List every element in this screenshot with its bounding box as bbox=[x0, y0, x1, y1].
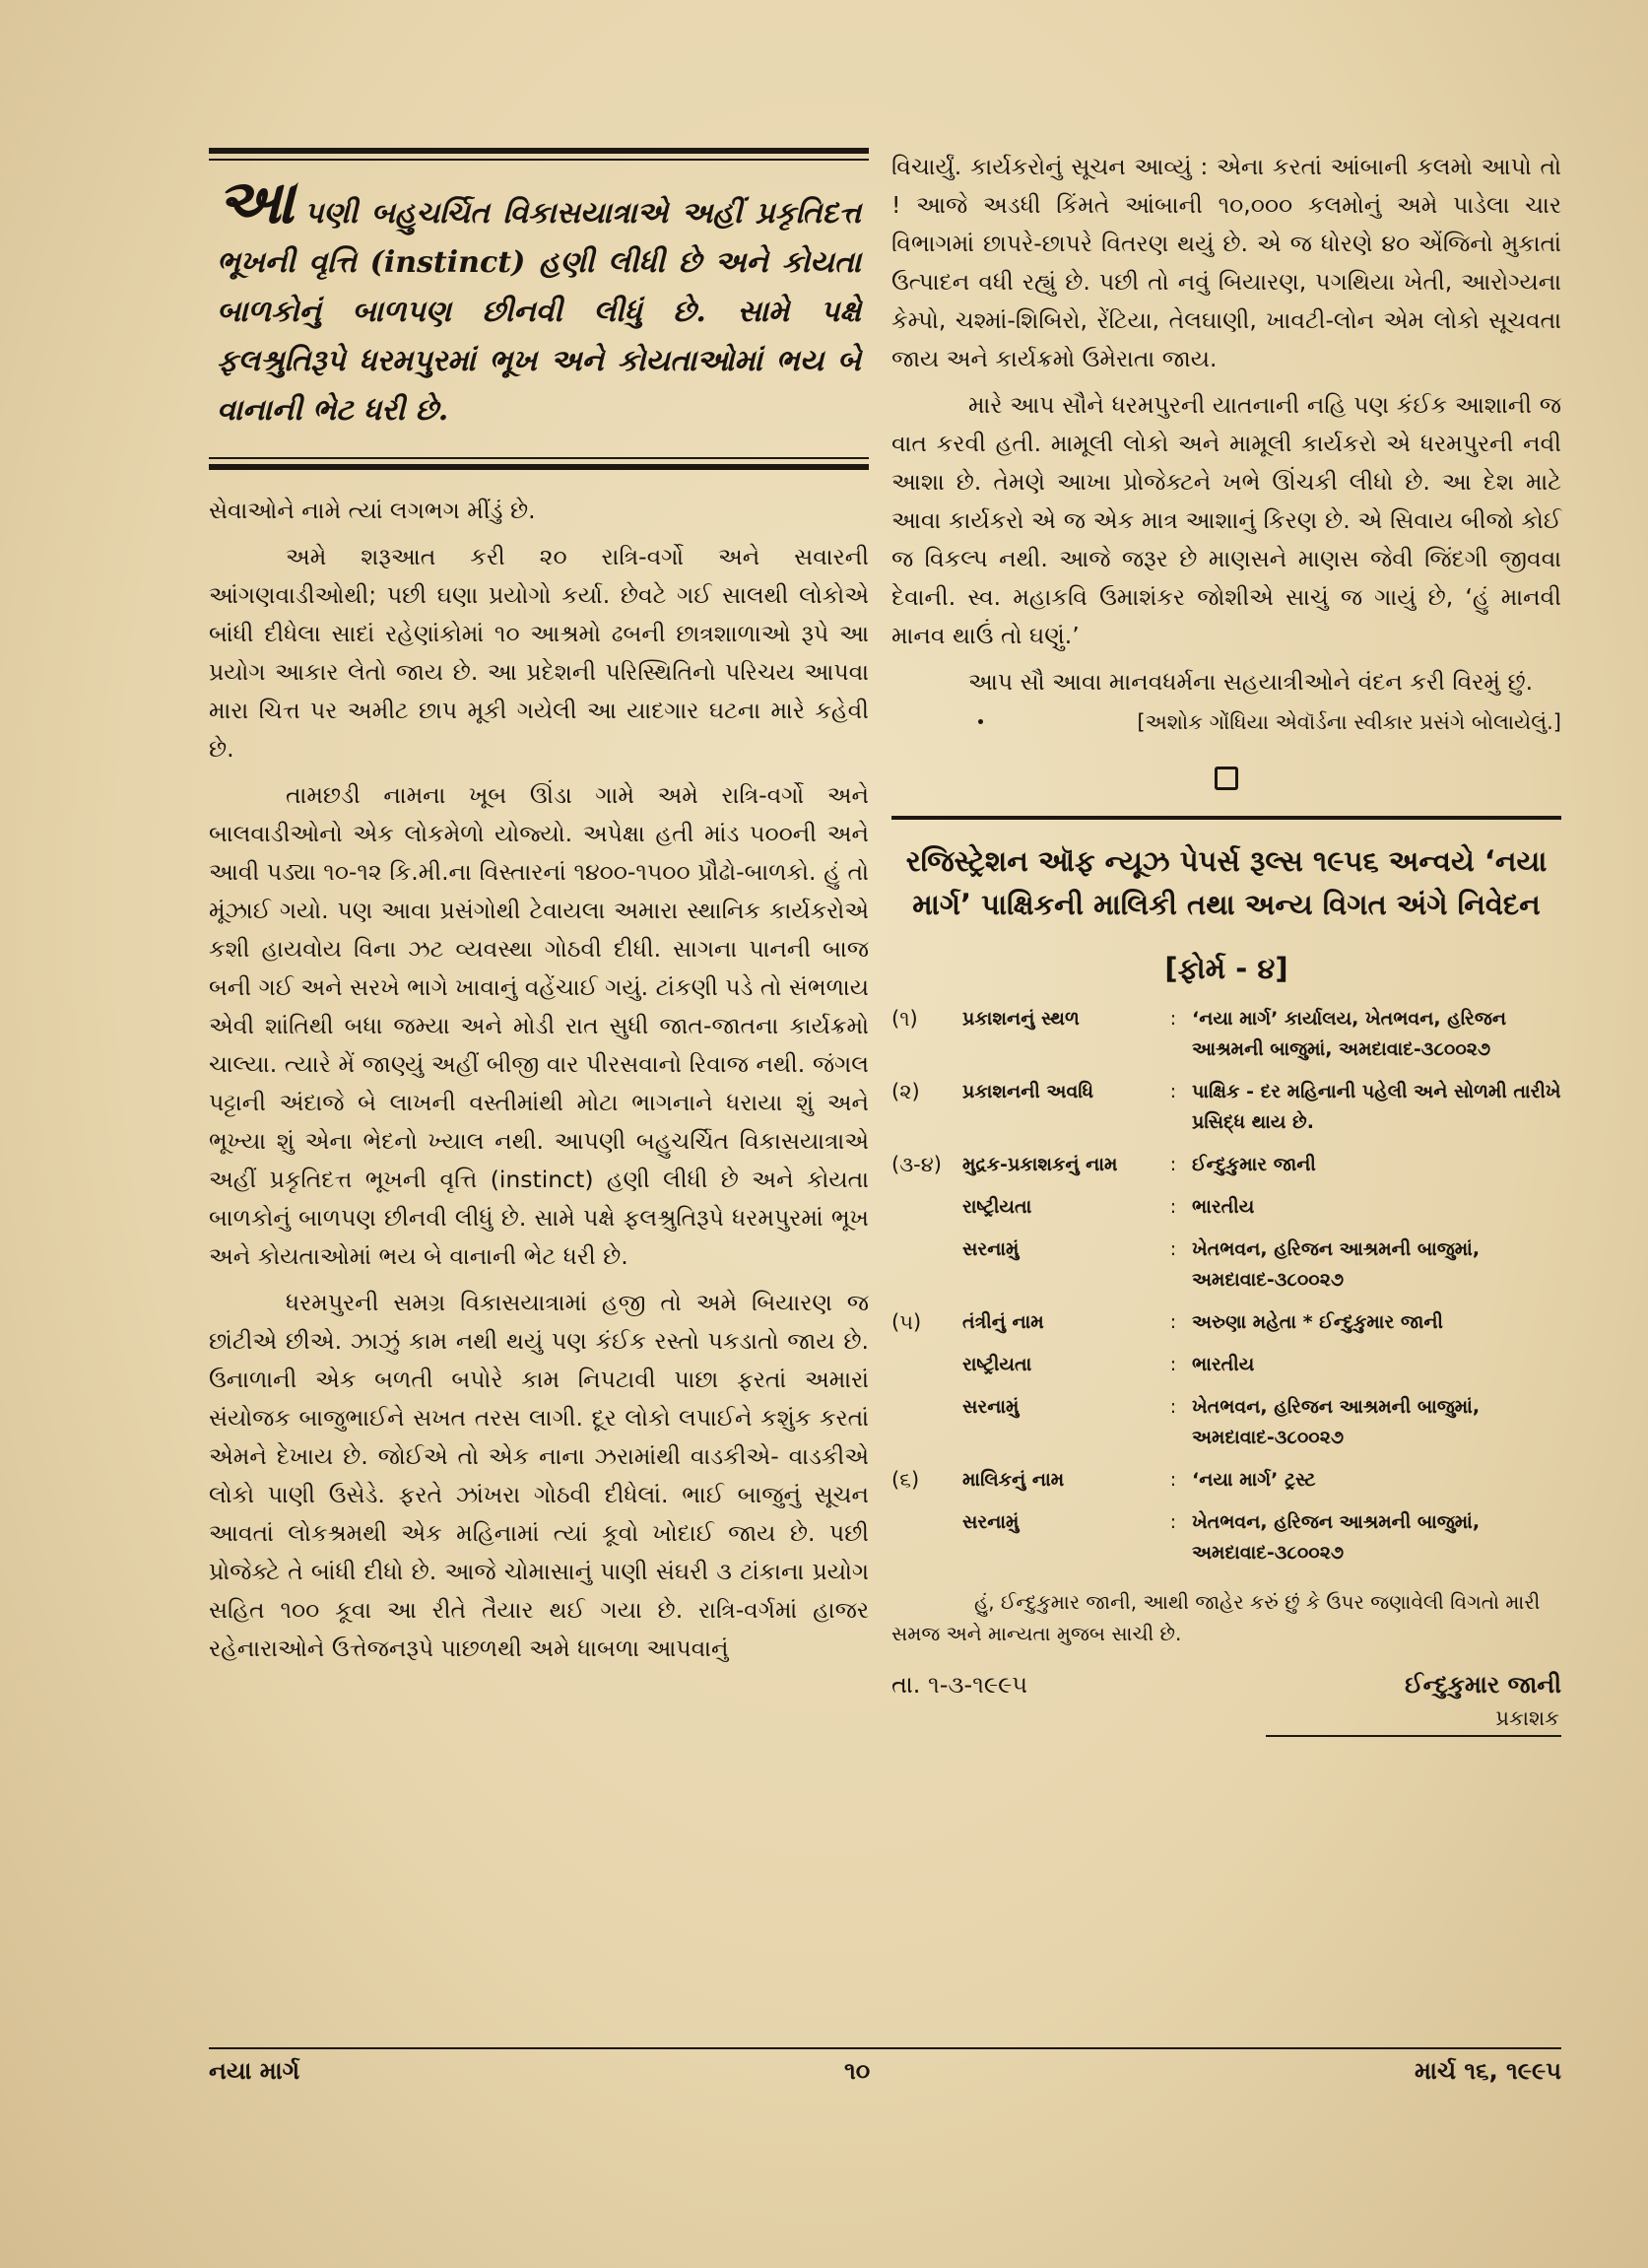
pull-quote-text: પણી બહુચર્ચિત વિકાસયાત્રાએ અહીં પ્રકૃતિદત્ત ભૂખની વૃત્તિ (instinct) હણી લીધી છે અને કોયતા બાળકોનું બાળપણ છીનવી લીધું છે. સામે પક્ષે ફલશ્રુતિરૂપે ધરમપુરમાં ભૂખ અને કોયતાઓમાં ભય બે વાનાની ભેટ ધરી છે. bbox=[217, 196, 861, 428]
notice-row-number bbox=[891, 1234, 962, 1307]
notice-row-colon: : bbox=[1169, 1196, 1177, 1218]
notice-row-colon: : bbox=[1169, 1238, 1177, 1260]
notice-row-label: સરનામું bbox=[962, 1511, 1020, 1533]
notice-row-number: (૩-૪) bbox=[891, 1153, 942, 1176]
article-paragraph: ધરમપુરની સમગ્ર વિકાસયાત્રામાં હજી તો અમે બિયારણ જ છાંટીએ છીએ. ઝાઝું કામ નથી થયું પણ કંઈક રસ્તો પકડાતો જાય છે. ઉનાળાની એક બળતી બપોરે કામ નિપટાવી પાછા ફરતાં અમારાં સંયોજક બાજુભાઈને સખત તરસ લાગી. દૂર લોકો લપાઈને કશુંક કરતાં એમને દેખાય છે. જોઈએ તો એક નાના ઝરામાંથી વાડકીએ- વાડકીએ લોકો પાણી ઉસેડે. ફરતે ઝાંખરા ગોઠવી દીધેલાં. ભાઈ બાજુનું સૂચન આવતાં લોકશ્રમથી એક મહિનામાં ત્યાં કૂવો ખોદાઈ જાય છે. પછી પ્રોજેક્ટે તે બાંધી દીધો છે. આજે ચોમાસાનું પાણી સંઘરી ૩ ટાંકાના પ્રયોગ સહિત ૧૦૦ કૂવા આ રીતે તૈયાર થઈ ગયા છે. રાત્રિ-વર્ગમાં હાજર રહેનારાઓને ઉત્તેજનરૂપે પાછળથી અમે ધાબળા આપવાનું bbox=[209, 1289, 869, 1662]
notice-row-label: પ્રકાશનનું સ્થળ bbox=[962, 1008, 1080, 1030]
notice-row-number bbox=[891, 1350, 962, 1392]
left-column bbox=[209, 148, 869, 1668]
notice-date: તા. ૧-૩-૧૯૯૫ bbox=[891, 1671, 1028, 1699]
signature-underline bbox=[1266, 1735, 1561, 1737]
notice-row-label: પ્રકાશનની અવધિ bbox=[962, 1081, 1093, 1102]
notice-row-label: તંત્રીનું નામ bbox=[962, 1311, 1044, 1333]
article-paragraph: આપ સૌ આવા માનવધર્મના સહયાત્રીઓને વંદન કરી વિરમું છું. bbox=[968, 668, 1534, 696]
pull-quote-lead: આ bbox=[217, 166, 295, 237]
signatory-name: ઈન્દુકુમાર જાની bbox=[1405, 1671, 1561, 1699]
notice-row-value: ‘નયા માર્ગ’ કાર્યાલય, ખેતભવન, હરિજન આશ્રમની બાજુમાં, અમદાવાદ-૩૮૦૦૨૭ bbox=[1192, 1008, 1507, 1060]
page-footer bbox=[209, 2057, 1561, 2085]
footer-issue-date: માર્ચ ૧૬, ૧૯૯૫ bbox=[1415, 2057, 1561, 2085]
notice-row-number: (૬) bbox=[891, 1468, 920, 1492]
notice-row-value: પાક્ષિક - દર મહિનાની પહેલી અને સોળમી તારીખે પ્રસિદ્ધ થાય છે. bbox=[1192, 1081, 1561, 1133]
article-paragraph: અમે શરૂઆત કરી ૨૦ રાત્રિ-વર્ગો અને સવારની આંગણવાડીઓથી; પછી ઘણા પ્રયોગો કર્યા. છેવટે ગઈ સાલથી લોકોએ બાંધી દીધેલા સાદાં રહેણાંકોમાં ૧૦ આશ્રમો ઢબની છાત્રશાળાઓ રૂપે આ પ્રયોગ આકાર લેતો જાય છે. આ પ્રદેશની પરિસ્થિતિનો પરિચય આપવા મારા ચિત્ત પર અમીટ છાપ મૂકી ગયેલી આ યાદગાર ઘટના મારે કહેવી છે. bbox=[209, 543, 869, 763]
notice-row-number bbox=[891, 1507, 962, 1580]
notice-row-colon: : bbox=[1169, 1396, 1177, 1418]
article-paragraph: મારે આપ સૌને ધરમપુરની યાતનાની નહિ પણ કંઈક આશાની જ વાત કરવી હતી. મામૂલી લોકો અને મામૂલી કાર્યકરો એ ધરમપુરની નવી આશા છે. તેમણે આખા પ્રોજેક્ટને ખભે ઊંચકી લીધો છે. આ દેશ માટે આવા કાર્યકરો એ જ એક માત્ર આશાનું કિરણ છે. એ સિવાય બીજો કોઈ જ વિકલ્પ નથી. આજે જરૂર છે માણસને માણસ જેવી જિંદગી જીવવા દેવાની. સ્વ. મહાકવિ ઉમાશંકર જોશીએ સાચું જ ગાયું છે, ‘હું માનવી માનવ થાઉં તો ઘણું.’ bbox=[891, 391, 1561, 649]
notice-row-colon: : bbox=[1169, 1511, 1177, 1533]
source-note bbox=[891, 705, 1561, 739]
notice-row-value: ખેતભવન, હરિજન આશ્રમની બાજુમાં, અમદાવાદ-૩૮૦૦૨૭ bbox=[1192, 1238, 1481, 1291]
notice-row-colon: : bbox=[1169, 1154, 1177, 1175]
notice-row-colon: : bbox=[1169, 1354, 1177, 1375]
notice-title: રજિસ્ટ્રેશન ઑફ ન્યૂઝ પેપર્સ રૂલ્સ ૧૯૫૬ અન્વયે ‘નયા માર્ગ’ પાક્ષિકની માલિકી તથા અન્ય વિગત અંગે નિવેદન bbox=[905, 844, 1548, 921]
notice-row-colon: : bbox=[1169, 1081, 1177, 1102]
notice-row-label: રાષ્ટ્રીયતા bbox=[962, 1196, 1032, 1218]
notice-row-value: ભારતીય bbox=[1192, 1354, 1255, 1375]
notice-row-label: માલિકનું નામ bbox=[962, 1469, 1065, 1491]
notice-row-number bbox=[891, 1392, 962, 1465]
top-rule-thin bbox=[209, 159, 869, 161]
declaration: હું, ઈન્દુકુમાર જાની, આથી જાહેર કરું છું કે ઉપર જણાવેલી વિગતો મારી સમજ અને માન્યતા મુજબ સાચી છે. bbox=[891, 1590, 1541, 1645]
notice-row-number: (૫) bbox=[891, 1310, 922, 1334]
notice-row bbox=[891, 1192, 1561, 1234]
article-paragraph: તામછડી નામના ખૂબ ઊંડા ગામે અમે રાત્રિ-વર્ગો અને બાલવાડીઓનો એક લોકમેળો યોજ્યો. અપેક્ષા હતી માંડ ૫૦૦ની અને આવી પડ્યા ૧૦-૧૨ કિ.મી.ના વિસ્તારનાં ૧૪૦૦-૧૫૦૦ પ્રૌઢો-બાળકો. હું તો મૂંઝાઈ ગયો. પણ આવા પ્રસંગોથી ટેવાયલા અમારા સ્થાનિક કાર્યકરોએ કશી હાયવોય વિના ઝટ વ્યવસ્થા ગોઠવી દીધી. સાગના પાનની બાજ બની ગઈ અને સરખે ભાગે ખાવાનું વહેંચાઈ ગયું. ટાંકણી પડે તો સંભળાય એવી શાંતિથી બધા જમ્યા અને મોડી રાત સુધી જાત-જાતના કાર્યક્રમો ચાલ્યા. ત્યારે મેં જાણ્યું અહીં બીજી વાર પીરસવાનો રિવાજ નથી. જંગલ પટ્ટાની અંદાજે બે લાખની વસ્તીમાંથી મોટા ભાગનાને ધરાયા શું અને ભૂખ્યા શું એના ભેદનો ખ્યાલ નથી. આપણી બહુચર્ચિત વિકાસયાત્રાએ અહીં પ્રકૃતિદત્ત ભૂખની વૃત્તિ (instinct) હણી લીધી છે અને કોયતા બાળકોનું બાળપણ છીનવી લીધું છે. સામે પક્ષે ફલશ્રુતિરૂપે ધરમપુરમાં ભૂખ અને કોયતાઓમાં ભય બે વાનાની ભેટ ધરી છે. bbox=[209, 781, 869, 1270]
end-mark-icon bbox=[1215, 767, 1238, 790]
notice-row-colon: : bbox=[1169, 1008, 1177, 1030]
notice-row-number: (૨) bbox=[891, 1080, 920, 1103]
notice-row bbox=[891, 1507, 1561, 1580]
footer-rule bbox=[209, 2047, 1561, 2049]
notice-form-label: [ફોર્મ - ૪] bbox=[1164, 952, 1288, 985]
bottom-rule-thin bbox=[209, 457, 869, 459]
pull-quote bbox=[217, 166, 861, 435]
notice-row-colon: : bbox=[1169, 1311, 1177, 1333]
notice-row-value: અરુણા મહેતા * ઈન્દુકુમાર જાની bbox=[1192, 1311, 1443, 1333]
notice-rule bbox=[891, 816, 1561, 820]
signatory-role: પ્રકાશક bbox=[1495, 1706, 1559, 1730]
notice-row bbox=[891, 1004, 1561, 1077]
notice-row bbox=[891, 1465, 1561, 1507]
notice-row-value: ખેતભવન, હરિજન આશ્રમની બાજુમાં, અમદાવાદ-૩૮૦૦૨૭ bbox=[1192, 1511, 1481, 1564]
notice-row bbox=[891, 1077, 1561, 1150]
footer-publication: નયા માર્ગ bbox=[209, 2057, 300, 2085]
notice-row-label: મુદ્રક-પ્રકાશકનું નામ bbox=[962, 1154, 1118, 1175]
notice-row bbox=[891, 1392, 1561, 1465]
notice-row bbox=[891, 1150, 1561, 1192]
notice-row bbox=[891, 1307, 1561, 1350]
notice-row-label: સરનામું bbox=[962, 1238, 1020, 1260]
notice-row-value: ખેતભવન, હરિજન આશ્રમની બાજુમાં, અમદાવાદ-૩૮૦૦૨૭ bbox=[1192, 1396, 1481, 1448]
bottom-rule bbox=[209, 464, 869, 470]
footer-page-number: ૧૦ bbox=[843, 2057, 871, 2085]
notice-row-number: (૧) bbox=[891, 1007, 918, 1031]
notice-row-label: રાષ્ટ્રીયતા bbox=[962, 1354, 1032, 1375]
source-note-text: [અશોક ગોંધિયા એવૉર્ડના સ્વીકાર પ્રસંગે બોલાયેલું.] bbox=[1137, 710, 1561, 734]
notice-row-value: ‘નયા માર્ગ’ ટ્રસ્ટ bbox=[1192, 1469, 1316, 1491]
notice-row bbox=[891, 1234, 1561, 1307]
notice-details-table bbox=[891, 1004, 1561, 1580]
notice-row bbox=[891, 1350, 1561, 1392]
top-rule bbox=[209, 148, 869, 154]
bullet-dot bbox=[978, 719, 983, 724]
notice-row-label: સરનામું bbox=[962, 1396, 1020, 1418]
notice-row-number bbox=[891, 1192, 962, 1234]
article-paragraph: સેવાઓને નામે ત્યાં લગભગ મીંડું છે. bbox=[209, 497, 536, 524]
signature-row bbox=[891, 1671, 1561, 1699]
article-paragraph: વિચાર્યું. કાર્યકરોનું સૂચન આવ્યું : એના કરતાં આંબાની કલમો આપો તો ! આજે અડધી કિંમતે આંબાની ૧૦,૦૦૦ કલમોનું અમે પાડેલા ચાર વિભાગમાં છાપરે-છાપરે વિતરણ થયું છે. એ જ ધોરણે ૪૦ એંજિનો મુકાતાં ઉત્પાદન વધી રહ્યું છે. પછી તો નવું બિયારણ, પગથિયા ખેતી, આરોગ્યના કેમ્પો, ચશ્માં-શિબિરો, રેંટિયા, તેલઘાણી, ખાવટી-લોન એમ લોકો સૂચવતા જાય અને કાર્યક્રમો ઉમેરાતા જાય. bbox=[891, 153, 1561, 372]
notice-row-value: ભારતીય bbox=[1192, 1196, 1255, 1218]
notice-row-colon: : bbox=[1169, 1469, 1177, 1491]
notice-row-value: ઈન્દુકુમાર જાની bbox=[1192, 1154, 1316, 1175]
right-column bbox=[891, 148, 1561, 1737]
